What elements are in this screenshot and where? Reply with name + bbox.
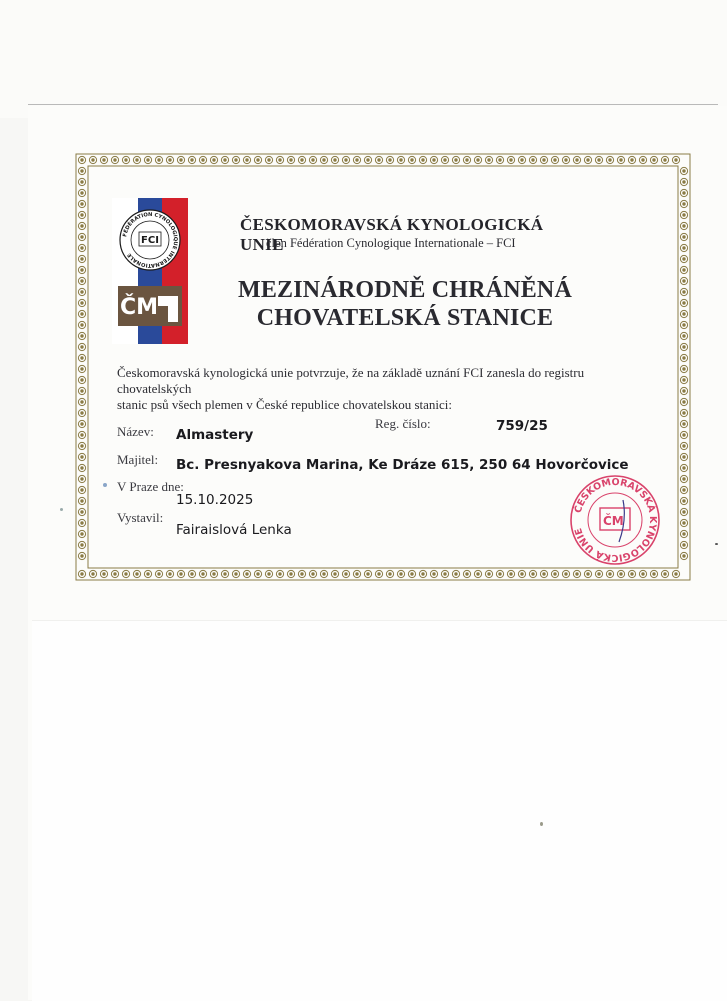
fci-membership-line: člen Fédération Cynologique Internationale – FCI (266, 236, 516, 250)
title-line-1: MEZINÁRODNĚ CHRÁNĚNÁ (237, 277, 572, 303)
reg-number-label: Reg. číslo: (375, 416, 431, 431)
stamp-center-letters: ČM (603, 514, 624, 528)
issue-date-value: 15.10.2025 (176, 492, 254, 508)
certificate-title (170, 276, 640, 332)
issuer-value: Fairaislová Lenka (176, 522, 292, 538)
kennel-name-value: Almastery (176, 427, 254, 443)
stamp-ring-text: ČESKOMORAVSKÁ KYNOLOGICKÁ UNIE (572, 476, 659, 564)
fci-ring-text: FÉDÉRATION CYNOLOGIQUE INTERNATIONALE (122, 211, 179, 269)
intro-line-1: Českomoravská kynologická unie potvrzuje, že na základě uznání FCI zanesla do registru chovatelských (117, 365, 585, 396)
official-stamp (565, 470, 665, 570)
scan-speck (60, 508, 63, 511)
place-date-label: V Praze dne: (117, 479, 184, 494)
owner-label: Majitel: (117, 452, 159, 467)
cmku-letters: ČM (120, 295, 159, 320)
intro-line-2: stanic psů všech plemen v České republice chovatelskou stanici: (117, 397, 453, 412)
owner-value: Bc. Presnyakova Marina, Ke Dráze 615, 250 64 Hovorčovice (176, 457, 629, 473)
scan-speck (103, 483, 107, 487)
title-line-2: CHOVATELSKÁ STANICE (256, 305, 554, 331)
scan-speck (715, 543, 718, 545)
reg-number-value: 759/25 (496, 418, 548, 434)
fci-center-text: FCI (141, 235, 159, 246)
name-label: Název: (117, 424, 154, 439)
scan-speck (540, 822, 543, 826)
organization-name: ČESKOMORAVSKÁ KYNOLOGICKÁ UNIE (240, 215, 544, 254)
intro-paragraph (117, 365, 637, 413)
issuer-label: Vystavil: (117, 510, 164, 525)
